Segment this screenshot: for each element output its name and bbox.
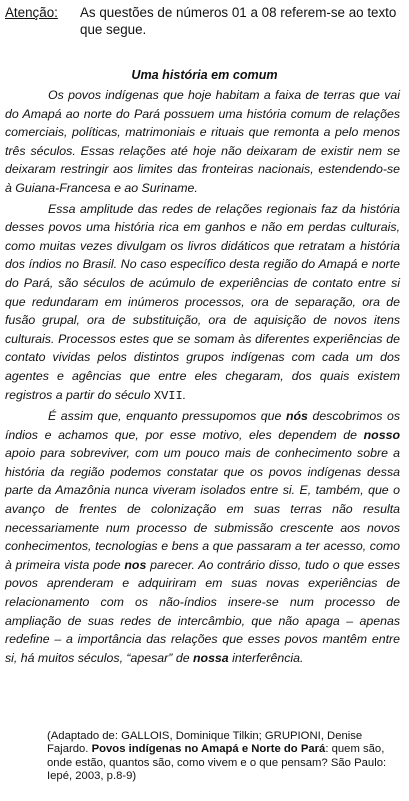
paragraph-3-part-1: É assim que, enquanto pressupomos que: [48, 409, 286, 424]
attention-note: [5, 4, 405, 38]
emphasis-nos-2: nos: [124, 557, 147, 572]
paragraph-3-part-5: interferência.: [228, 650, 304, 665]
paragraph-2-end: .: [182, 387, 187, 402]
paragraph-1: Os povos indígenas que hoje habitam a faixa de terras que vai do Amapá ao norte do Pará possuem uma história comum de relações comerciais, políticas, matrimoniais e rituais que remonta a pelo menos três séculos. Essas relações até hoje não deixaram de existir nem se deixaram restringir aos limites das fronteiras nacionais, estendendo-se à Guiana-Francesa e ao Suriname.: [5, 88, 400, 195]
paragraph-2: [5, 200, 400, 406]
paragraph-3-part-4: parecer. Ao contrário disso, tudo o que esses povos aprenderam e adquiriram em suas novas experiências de relacionamento com os não-índios insere-se num processo de ampliação de suas redes de intercâmbio, que não apaga – apenas redefine – a importância das relações que esses povos mantêm entre si, há muitos séculos, “apesar” de: [5, 557, 400, 665]
citation: [47, 730, 402, 783]
citation-prefix: (Adaptado de: GALLOIS, Dominique Tilkin; GRUPIONI, Denise Fajardo.: [47, 730, 363, 756]
emphasis-nossa: nossa: [192, 650, 229, 665]
citation-book-title: Povos indígenas no Amapá e Norte do Pará: [91, 743, 326, 756]
emphasis-nos: nós: [285, 409, 308, 424]
text-title: Uma história em comum: [131, 68, 278, 82]
paragraph-2-text: Essa amplitude das redes de relações regionais faz da história desses povos uma história rica em ganhos e não em perdas culturais, como muitas vezes divulgam os livros didáticos que retratam a história dos índios no Brasil. No caso específico desta região do Amapá e norte do Pará, são séculos de acúmulo de experiências de contato entre si que redundaram em inúmeros processos, ora de separação, ora de fusão grupal, ora de substituição, ora de aquisição de novos itens culturais. Processos estes que se somam às diferentes experiências de contato vividas pelos distintos grupos indígenas com cada um dos agentes e agências que entre eles chegaram, dos quais existem registros a partir do século: [5, 201, 400, 402]
attention-text: As questões de números 01 a 08 referem-se ao texto que segue.: [80, 5, 397, 37]
paragraph-3-part-3: apoio para sobreviver, com um pouco mais de conhecimento sobre a história da região podemos constatar que os povos indígenas dessa parte da Amazônia nunca viveram isolados entre si. E, também, que o avanço de frentes de colonização em suas terras não resulta necessariamente num processo de submissão crescente aos novos conhecimentos, tecnologias e bens a que passaram a ter acesso, como à primeira vista pode: [5, 446, 400, 572]
paragraph-3-part-2: descobrimos os índios e achamos que, por esse motivo, eles dependem de: [5, 409, 401, 442]
paragraph-3: [5, 407, 400, 667]
emphasis-nosso: nosso: [363, 427, 400, 442]
citation-suffix: : quem são, onde estão, quantos são, como vivem e o que pensam? São Paulo: Iepé, 2003, p.8-9): [47, 743, 387, 782]
attention-label: Atenção:: [5, 5, 58, 20]
text-body: [5, 86, 400, 669]
century-label: XVII: [153, 388, 183, 403]
